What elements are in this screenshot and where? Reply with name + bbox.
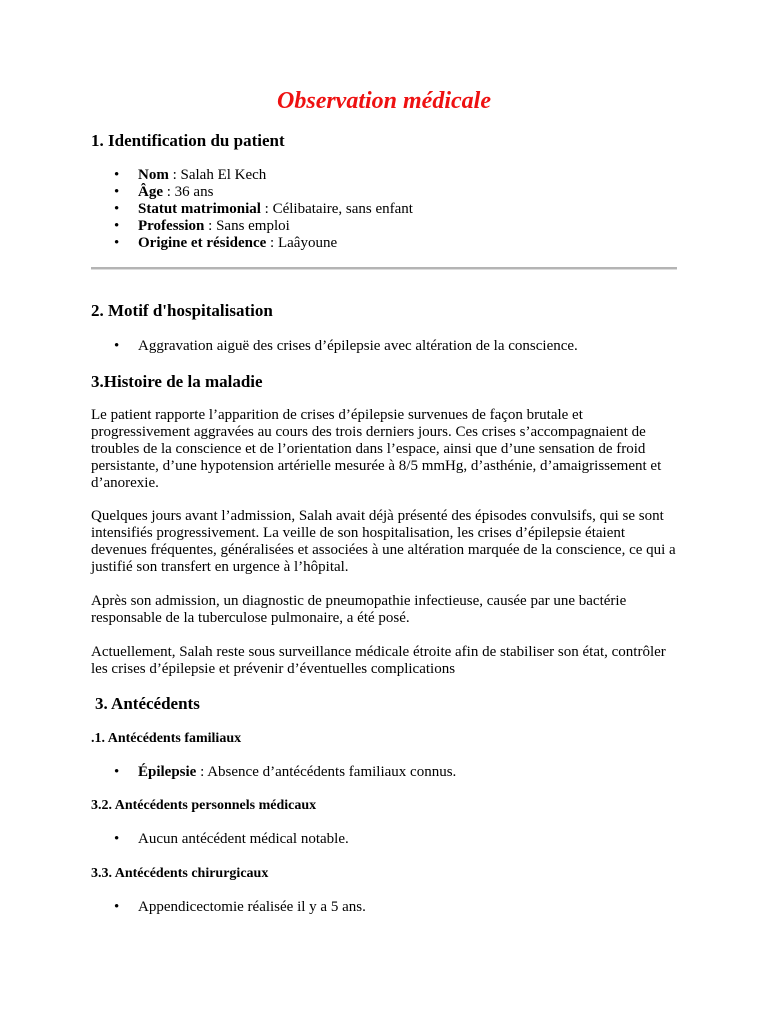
field-value: Salah El Kech xyxy=(180,167,267,183)
field-separator: : xyxy=(168,167,181,183)
field-separator: : xyxy=(196,764,208,780)
list-item-statut xyxy=(91,201,413,218)
list-item-epilepsie xyxy=(91,764,456,781)
field-label: Âge xyxy=(138,184,163,200)
field-label: Épilepsie xyxy=(138,764,197,780)
subsection-personnels-heading: 3.2. Antécédents personnels médicaux xyxy=(91,798,317,813)
section-antecedents-heading: 3. Antécédents xyxy=(95,694,200,713)
field-label: Nom xyxy=(138,167,169,183)
list-item-age xyxy=(91,184,413,201)
motif-list xyxy=(91,338,578,355)
field-value: Absence d’antécédents familiaux connus. xyxy=(207,764,457,780)
histoire-paragraph-4: Actuellement, Salah reste sous surveillance médicale étroite afin de stabiliser son état, contrôler les crises d’épilepsie et prévenir d’éventuelles complications xyxy=(91,644,666,677)
section-motif-heading: 2. Motif d'hospitalisation xyxy=(91,301,273,320)
field-label: Statut matrimonial xyxy=(138,201,261,217)
field-separator: : xyxy=(163,184,175,200)
field-value: 36 ans xyxy=(174,184,214,200)
histoire-paragraph-3: Après son admission, un diagnostic de pneumopathie infectieuse, causée par une bactérie responsable de la tuberculose pulmonaire, a été posé. xyxy=(91,593,627,626)
field-separator: : xyxy=(260,201,273,217)
list-item-origine xyxy=(91,235,413,252)
histoire-paragraph-2: Quelques jours avant l’admission, Salah avait déjà présenté des épisodes convulsifs, qui se sont intensifiés progressivement. La veille de son hospitalisation, les crises d’épilepsie étaient devenues fréquentes, généralisées et associées à une altération marquée de la conscience, ce qui a justifié son transfert en urgence à l’hôpital. xyxy=(91,508,676,575)
list-item: • Appendicectomie réalisée il y a 5 ans. xyxy=(91,899,366,916)
list-item-nom xyxy=(91,167,413,184)
personnels-list xyxy=(91,831,349,848)
field-label: Profession xyxy=(138,218,205,234)
field-separator: : xyxy=(204,218,217,234)
list-item-profession xyxy=(91,218,413,235)
field-label: Origine et résidence xyxy=(138,235,267,251)
chirurgicaux-list xyxy=(91,899,366,916)
patient-identification-list xyxy=(91,167,413,252)
field-value: Célibataire, sans enfant xyxy=(272,201,413,217)
section-histoire-heading: 3.Histoire de la maladie xyxy=(91,372,263,391)
horizontal-divider xyxy=(91,267,677,270)
field-value: Laâyoune xyxy=(277,235,338,251)
field-separator: : xyxy=(266,235,278,251)
section-identification-heading: 1. Identification du patient xyxy=(91,131,285,150)
document-title: Observation médicale xyxy=(277,88,491,114)
familiaux-list xyxy=(91,764,456,781)
subsection-chirurgicaux-heading: 3.3. Antécédents chirurgicaux xyxy=(91,866,269,881)
field-value: Sans emploi xyxy=(216,218,290,234)
histoire-paragraph-1: Le patient rapporte l’apparition de crises d’épilepsie survenues de façon brutale et progressivement aggravées au cours des trois derniers jours. Ces crises s’accompagnaient de troubles de la conscience et de l’orientation dans l’espace, ainsi que d’une sensation de froid persistante, d’une hypotension artérielle mesurée à 8/5 mmHg, d’asthénie, d’amaigrissement et d’anorexie. xyxy=(91,407,662,491)
list-item: • Aucun antécédent médical notable. xyxy=(91,831,349,848)
list-item: • Aggravation aiguë des crises d’épilepsie avec altération de la conscience. xyxy=(91,338,578,355)
subsection-familiaux-heading: .1. Antécédents familiaux xyxy=(91,731,242,746)
